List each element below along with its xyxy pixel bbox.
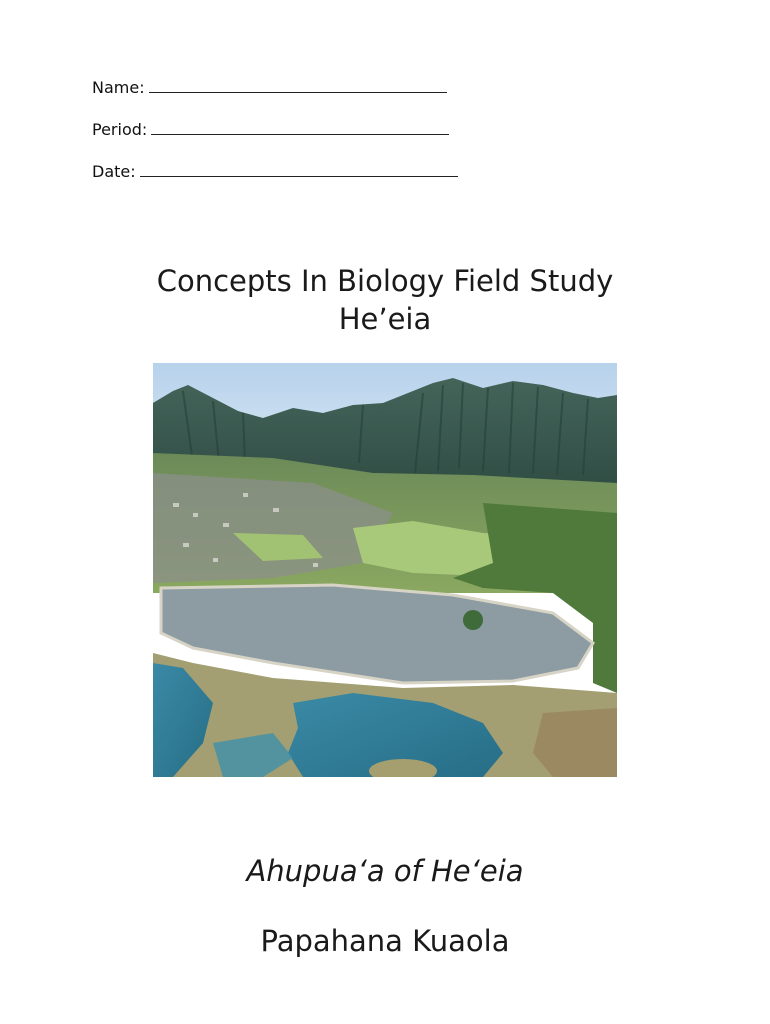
document-title: Concepts In Biology Field Study	[156, 264, 614, 298]
date-blank-line[interactable]	[140, 162, 458, 177]
date-label: Date:	[92, 162, 136, 181]
name-blank-line[interactable]	[149, 78, 447, 93]
aerial-photo	[153, 363, 617, 777]
name-field[interactable]	[92, 78, 447, 98]
document-title-location: He’eia	[338, 302, 432, 336]
aerial-landscape-illustration	[153, 363, 617, 777]
ahupuaa-subtitle: Ahupua‘a of He‘eia	[246, 854, 524, 888]
period-label: Period:	[92, 120, 148, 139]
name-label: Name:	[92, 78, 145, 97]
organization-name: Papahana Kuaola	[260, 924, 510, 958]
date-field[interactable]	[92, 162, 458, 182]
period-blank-line[interactable]	[151, 120, 449, 135]
period-field[interactable]	[92, 120, 449, 140]
